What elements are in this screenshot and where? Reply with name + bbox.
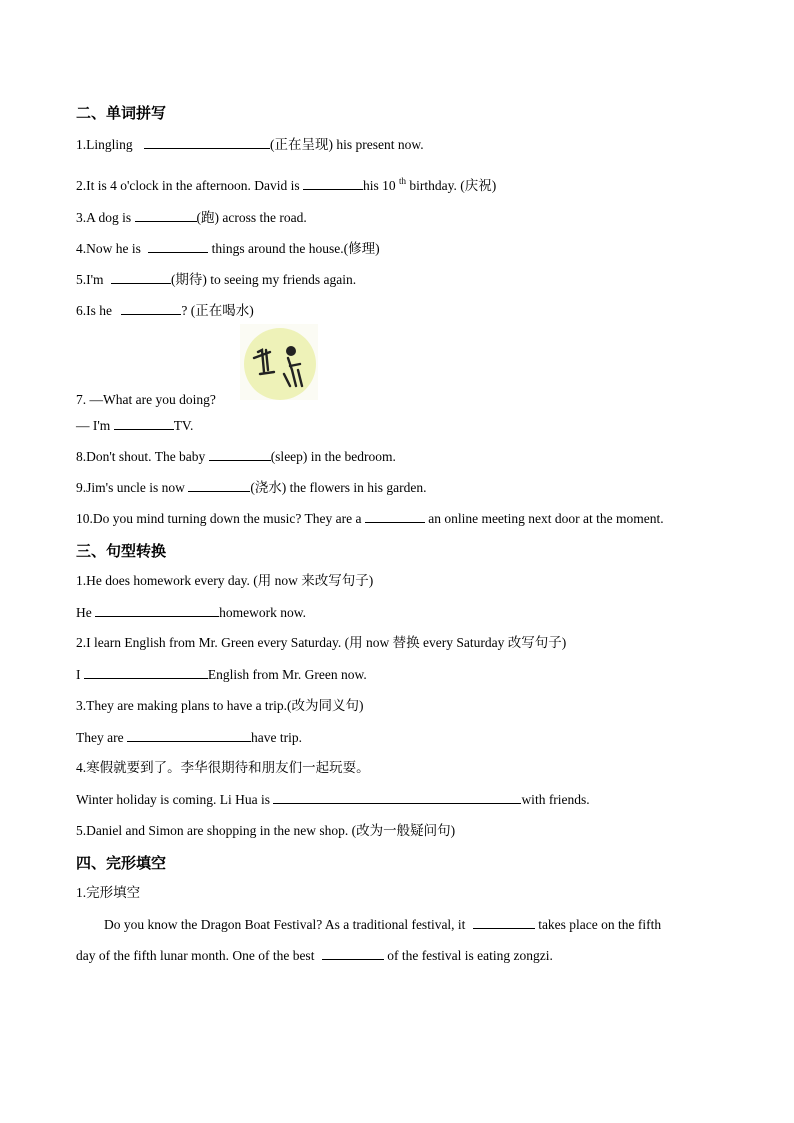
question-text: Don't shout. The baby bbox=[86, 449, 206, 464]
question-3-4-answer bbox=[76, 790, 590, 809]
question-number: 5. bbox=[76, 272, 87, 287]
question-number: 9. bbox=[76, 480, 87, 495]
question-number: 4. bbox=[76, 760, 87, 775]
question-text: Daniel and Simon are shopping in the new shop. (改为一般疑问句) bbox=[86, 823, 456, 838]
question-number: 1. bbox=[76, 137, 87, 152]
question-2-2 bbox=[76, 172, 496, 195]
question-text: — I'm bbox=[76, 418, 111, 433]
question-2-7 bbox=[76, 391, 216, 409]
question-2-3 bbox=[76, 208, 307, 227]
question-text: TV. bbox=[173, 418, 194, 433]
question-2-10 bbox=[76, 509, 664, 528]
question-text: 寒假就要到了。李华很期待和朋友们一起玩耍。 bbox=[86, 760, 370, 775]
question-text: (sleep) in the bedroom. bbox=[270, 449, 396, 464]
question-number: 6. bbox=[76, 303, 87, 318]
question-text: birthday. (庆祝) bbox=[409, 178, 497, 193]
question-3-2-answer bbox=[76, 665, 367, 684]
answer-blank[interactable] bbox=[84, 665, 208, 679]
question-number: 5. bbox=[76, 823, 87, 838]
question-text: It is 4 o'clock in the afternoon. David is bbox=[86, 178, 300, 193]
question-2-1 bbox=[76, 135, 424, 154]
paragraph-text: of the festival is eating zongzi. bbox=[387, 948, 553, 963]
question-text: (期待) to seeing my friends again. bbox=[170, 272, 357, 287]
question-number: 7. bbox=[76, 392, 87, 407]
question-text: Do you mind turning down the music? They are a bbox=[92, 511, 362, 526]
cloze-paragraph-line-1 bbox=[104, 915, 661, 934]
answer-blank[interactable] bbox=[127, 728, 251, 742]
answer-blank[interactable] bbox=[322, 946, 384, 960]
question-3-3 bbox=[76, 697, 364, 715]
answer-blank[interactable] bbox=[95, 603, 219, 617]
answer-blank[interactable] bbox=[135, 208, 197, 222]
question-text: Is he bbox=[86, 303, 112, 318]
question-text: (跑) across the road. bbox=[196, 210, 307, 225]
question-2-8 bbox=[76, 447, 396, 466]
question-number: 3. bbox=[76, 210, 87, 225]
question-text: I bbox=[76, 667, 81, 682]
question-number: 4. bbox=[76, 241, 87, 256]
answer-blank[interactable] bbox=[273, 790, 521, 804]
answer-blank[interactable] bbox=[188, 478, 250, 492]
section-heading-spelling: 二、单词拼写 bbox=[76, 104, 167, 122]
question-3-2 bbox=[76, 634, 566, 652]
section-heading-cloze: 四、完形填空 bbox=[76, 854, 167, 872]
section-heading-sentence-transform: 三、句型转换 bbox=[76, 542, 167, 560]
paragraph-text: day of the fifth lunar month. One of the best bbox=[76, 948, 315, 963]
question-text: He does homework every day. (用 now 来改写句子) bbox=[86, 573, 374, 588]
ordinal-suffix: th bbox=[399, 176, 407, 186]
person-drinking-water-icon bbox=[240, 324, 318, 400]
question-text: (浇水) the flowers in his garden. bbox=[250, 480, 427, 495]
question-number: 2. bbox=[76, 178, 87, 193]
question-text: homework now. bbox=[219, 605, 306, 620]
question-text: They are bbox=[76, 730, 124, 745]
question-number: 8. bbox=[76, 449, 87, 464]
question-text: Lingling bbox=[86, 137, 133, 152]
question-number: 2. bbox=[76, 635, 87, 650]
question-text: —What are you doing? bbox=[89, 392, 216, 407]
question-2-5 bbox=[76, 270, 356, 289]
answer-blank[interactable] bbox=[114, 416, 174, 430]
question-text: They are making plans to have a trip.(改为同义句) bbox=[86, 698, 364, 713]
question-text: Jim's uncle is now bbox=[86, 480, 185, 495]
question-text: I learn English from Mr. Green every Saturday. (用 now 替换 every Saturday 改写句子) bbox=[86, 635, 567, 650]
question-text: his 10 bbox=[363, 178, 396, 193]
question-2-6 bbox=[76, 301, 254, 320]
question-text: Now he is bbox=[86, 241, 141, 256]
question-number: 10. bbox=[76, 511, 93, 526]
question-text: an online meeting next door at the moment. bbox=[428, 511, 664, 526]
answer-blank[interactable] bbox=[121, 301, 181, 315]
question-text: He bbox=[76, 605, 92, 620]
drinking-water-picture bbox=[240, 324, 318, 400]
question-text: have trip. bbox=[250, 730, 302, 745]
question-text: ? (正在喝水) bbox=[181, 303, 254, 318]
answer-blank[interactable] bbox=[148, 239, 208, 253]
question-2-7-answer bbox=[76, 416, 193, 435]
question-3-1 bbox=[76, 572, 373, 590]
cloze-paragraph-line-2 bbox=[76, 946, 553, 965]
question-3-4 bbox=[76, 759, 370, 777]
question-3-1-answer bbox=[76, 603, 306, 622]
question-2-9 bbox=[76, 478, 427, 497]
question-text: I'm bbox=[86, 272, 104, 287]
answer-blank[interactable] bbox=[473, 915, 535, 929]
answer-blank[interactable] bbox=[144, 135, 270, 149]
question-number: 1. bbox=[76, 573, 87, 588]
cloze-subtitle: 1.完形填空 bbox=[76, 885, 141, 900]
answer-blank[interactable] bbox=[303, 176, 363, 190]
question-3-3-answer bbox=[76, 728, 302, 747]
question-text: A dog is bbox=[86, 210, 132, 225]
answer-blank[interactable] bbox=[365, 509, 425, 523]
paragraph-text: Do you know the Dragon Boat Festival? As a traditional festival, it bbox=[104, 917, 466, 932]
question-text: Winter holiday is coming. Li Hua is bbox=[76, 792, 271, 807]
question-text: with friends. bbox=[521, 792, 590, 807]
question-3-5 bbox=[76, 822, 455, 840]
answer-blank[interactable] bbox=[209, 447, 271, 461]
answer-blank[interactable] bbox=[111, 270, 171, 284]
question-text: (正在呈现) his present now. bbox=[270, 137, 424, 152]
question-2-4 bbox=[76, 239, 380, 258]
question-text: English from Mr. Green now. bbox=[207, 667, 367, 682]
paragraph-text: takes place on the fifth bbox=[538, 917, 662, 932]
question-number: 3. bbox=[76, 698, 87, 713]
question-text: things around the house.(修理) bbox=[211, 241, 380, 256]
